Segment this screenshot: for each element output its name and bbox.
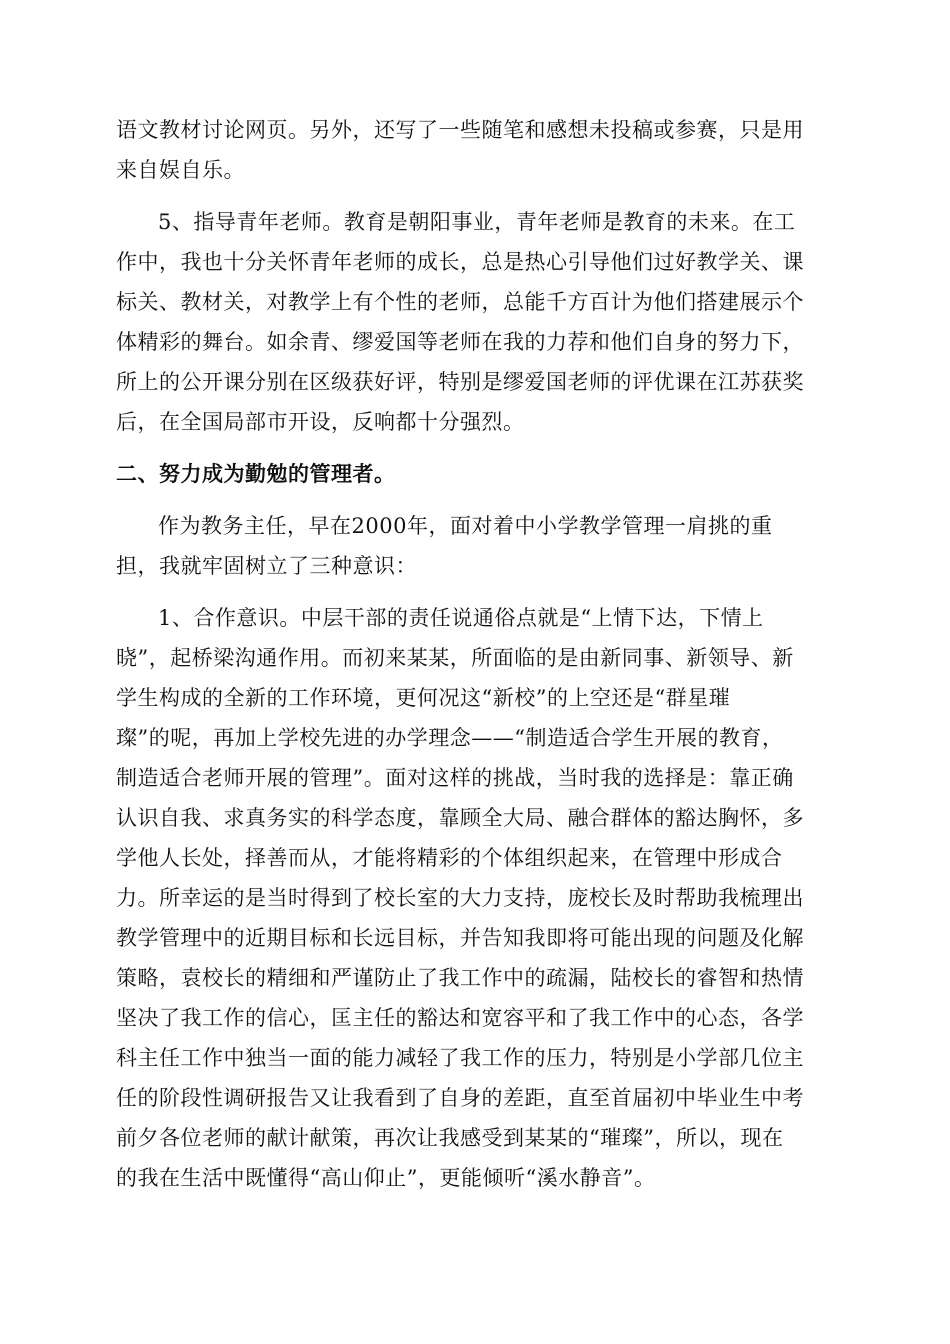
paragraph-line: 作为教务主任，早在2000年，面对着中小学教学管理一肩挑的重 (158, 514, 773, 538)
section-heading: 二、努力成为勤勉的管理者。 (116, 461, 396, 486)
paragraph-line: 认识自我、求真务实的科学态度，靠顾全大局、融合群体的豁达胸怀，多 (116, 806, 804, 830)
paragraph-line: 来自娱自乐。 (116, 158, 245, 182)
paragraph-line: 语文教材讨论网页。另外，还写了一些随笔和感想未投稿或参赛，只是用 (116, 118, 804, 142)
paragraph-line: 坚决了我工作的信心，匡主任的豁达和宽容平和了我工作中的心态，各学 (116, 1006, 804, 1030)
paragraph-line: 晓”，起桥梁沟通作用。而初来某某，所面临的是由新同事、新领导、新 (116, 646, 794, 670)
paragraph-line: 的我在生活中既懂得“高山仰止”，更能倾听“溪水静音”。 (116, 1166, 656, 1190)
paragraph-line: 教学管理中的近期目标和长远目标，并告知我即将可能出现的问题及化解 (116, 926, 804, 950)
paragraph-line: 科主任工作中独当一面的能力减轻了我工作的压力，特别是小学部几位主 (116, 1046, 804, 1070)
paragraph-line: 体精彩的舞台。如余青、缪爱国等老师在我的力荐和他们自身的努力下， (116, 330, 804, 354)
paragraph-line: 前夕各位老师的献计献策，再次让我感受到某某的“璀璨”，所以，现在 (116, 1126, 784, 1150)
paragraph-line: 力。所幸运的是当时得到了校长室的大力支持，庞校长及时帮助我梳理出 (116, 886, 804, 910)
paragraph-line: 5、指导青年老师。教育是朝阳事业，青年老师是教育的未来。在工 (158, 210, 796, 234)
paragraph-line: 学他人长处，择善而从，才能将精彩的个体组织起来，在管理中形成合 (116, 846, 783, 870)
paragraph-line: 作中，我也十分关怀青年老师的成长，总是热心引导他们过好教学关、课 (116, 250, 804, 274)
paragraph-line: 所上的公开课分别在区级获好评，特别是缪爱国老师的评优课在江苏获奖 (116, 370, 804, 394)
paragraph-line: 后，在全国局部市开设，反响都十分强烈。 (116, 410, 525, 434)
paragraph-line: 策略，袁校长的精细和严谨防止了我工作中的疏漏，陆校长的睿智和热情 (116, 966, 804, 990)
paragraph-line: 担，我就牢固树立了三种意识： (116, 554, 417, 578)
paragraph-line: 任的阶段性调研报告又让我看到了自身的差距，直至首届初中毕业生中考 (116, 1086, 804, 1110)
paragraph-line: 制造适合老师开展的管理”。面对这样的挑战，当时我的选择是：靠正确 (116, 766, 794, 790)
paragraph-line: 1、合作意识。中层干部的责任说通俗点就是“上情下达，下情上 (158, 606, 764, 630)
paragraph-line: 璨”的呢，再加上学校先进的办学理念——“制造适合学生开展的教育， (116, 726, 784, 750)
paragraph-line: 学生构成的全新的工作环境，更何况这“新校”的上空还是“群星璀 (116, 686, 731, 710)
paragraph-line: 标关、教材关，对教学上有个性的老师，总能千方百计为他们搭建展示个 (116, 290, 804, 314)
